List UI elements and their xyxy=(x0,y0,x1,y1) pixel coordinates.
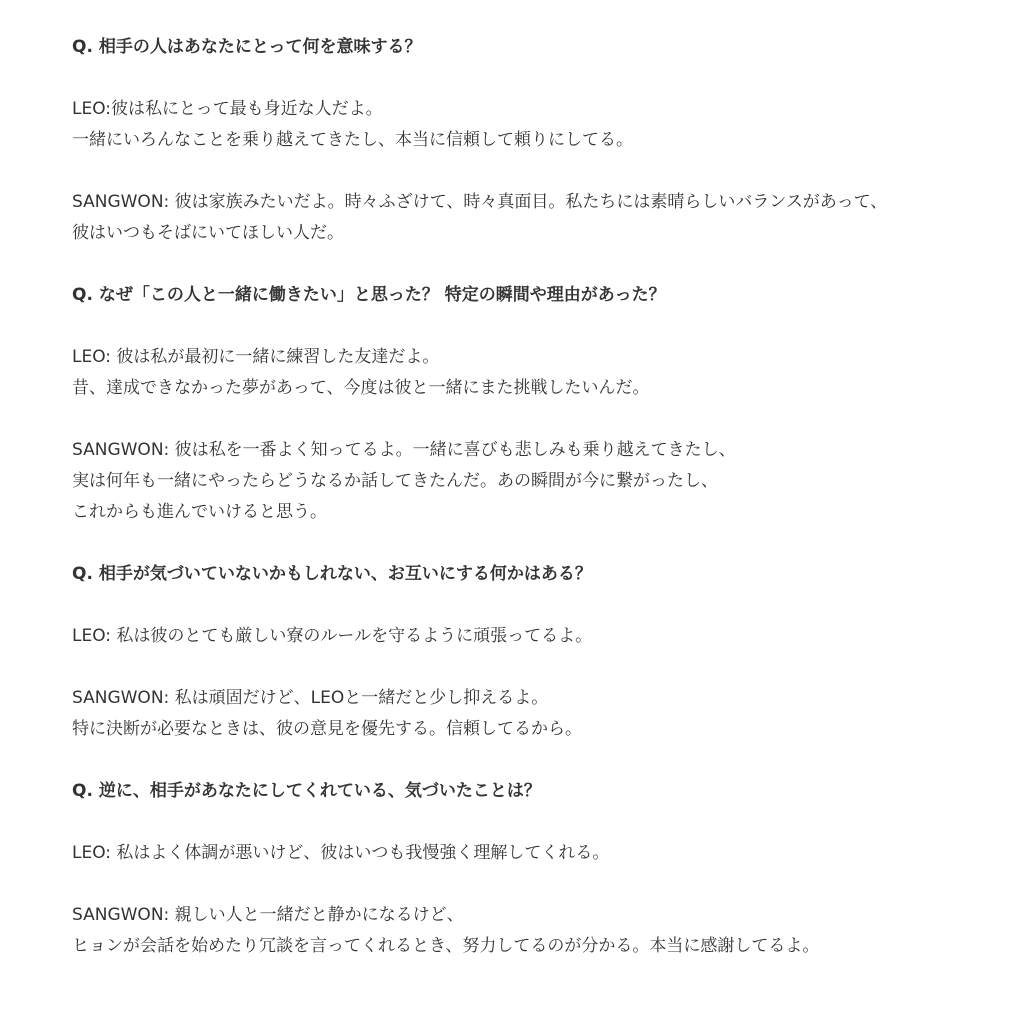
answer-line: 昔、達成できなかった夢があって、今度は彼と一緒にまた挑戦したいんだ。 xyxy=(72,378,650,398)
answer-line: 実は何年も一緒にやったらどうなるか話してきたんだ。あの瞬間が今に繋がったし、 xyxy=(72,471,718,491)
question-1: Q. 相手の人はあなたにとって何を意味する？ xyxy=(72,37,422,57)
answer-line: これからも進んでいけると思う。 xyxy=(72,502,327,522)
answer-leo-4 xyxy=(72,838,1024,869)
qa-section-3 xyxy=(72,559,1024,776)
answer-line: ヒョンが会話を始めたり冗談を言ってくれるとき、努力してるのが分かる。本当に感謝してるよ。 xyxy=(72,936,820,956)
answer-sangwon-4 xyxy=(72,900,1024,962)
answer-line: 彼はいつもそばにいてほしい人だ。 xyxy=(72,223,344,243)
answer-line: SANGWON: 親しい人と一緒だと静かになるけど、 xyxy=(72,905,464,925)
question-4: Q. 逆に、相手があなたにしてくれている、気づいたことは？ xyxy=(72,781,541,801)
answer-sangwon-3 xyxy=(72,683,1024,745)
qa-section-1 xyxy=(72,32,1024,280)
answer-line: LEO: 彼は私が最初に一緒に練習した友達だよ。 xyxy=(72,347,440,367)
answer-leo-2 xyxy=(72,342,1024,404)
answer-line: SANGWON: 彼は家族みたいだよ。時々ふざけて、時々真面目。私たちには素晴らしいバランスがあって、 xyxy=(72,192,888,212)
answer-line: LEO: 私はよく体調が悪いけど、彼はいつも我慢強く理解してくれる。 xyxy=(72,843,610,863)
qa-section-2 xyxy=(72,280,1024,559)
qa-section-4 xyxy=(72,776,1024,962)
answer-sangwon-1 xyxy=(72,187,1024,249)
question-2: Q. なぜ「この人と一緒に働きたい」と思った？ 特定の瞬間や理由があった？ xyxy=(72,285,666,305)
answer-line: SANGWON: 私は頑固だけど、LEOと一緒だと少し抑えるよ。 xyxy=(72,688,549,708)
answer-line: LEO: 私は彼のとても厳しい寮のルールを守るように頑張ってるよ。 xyxy=(72,626,593,646)
answer-sangwon-2 xyxy=(72,435,1024,528)
answer-leo-1 xyxy=(72,94,1024,156)
answer-leo-3 xyxy=(72,621,1024,652)
answer-line: 特に決断が必要なときは、彼の意見を優先する。信頼してるから。 xyxy=(72,719,582,739)
answer-line: 一緒にいろんなことを乗り越えてきたし、本当に信頼して頼りにしてる。 xyxy=(72,130,633,150)
answer-line: SANGWON: 彼は私を一番よく知ってるよ。一緒に喜びも悲しみも乗り越えてきたし、 xyxy=(72,440,736,460)
question-3: Q. 相手が気づいていないかもしれない、お互いにする何かはある？ xyxy=(72,564,592,584)
answer-line: LEO:彼は私にとって最も身近な人だよ。 xyxy=(72,99,383,119)
